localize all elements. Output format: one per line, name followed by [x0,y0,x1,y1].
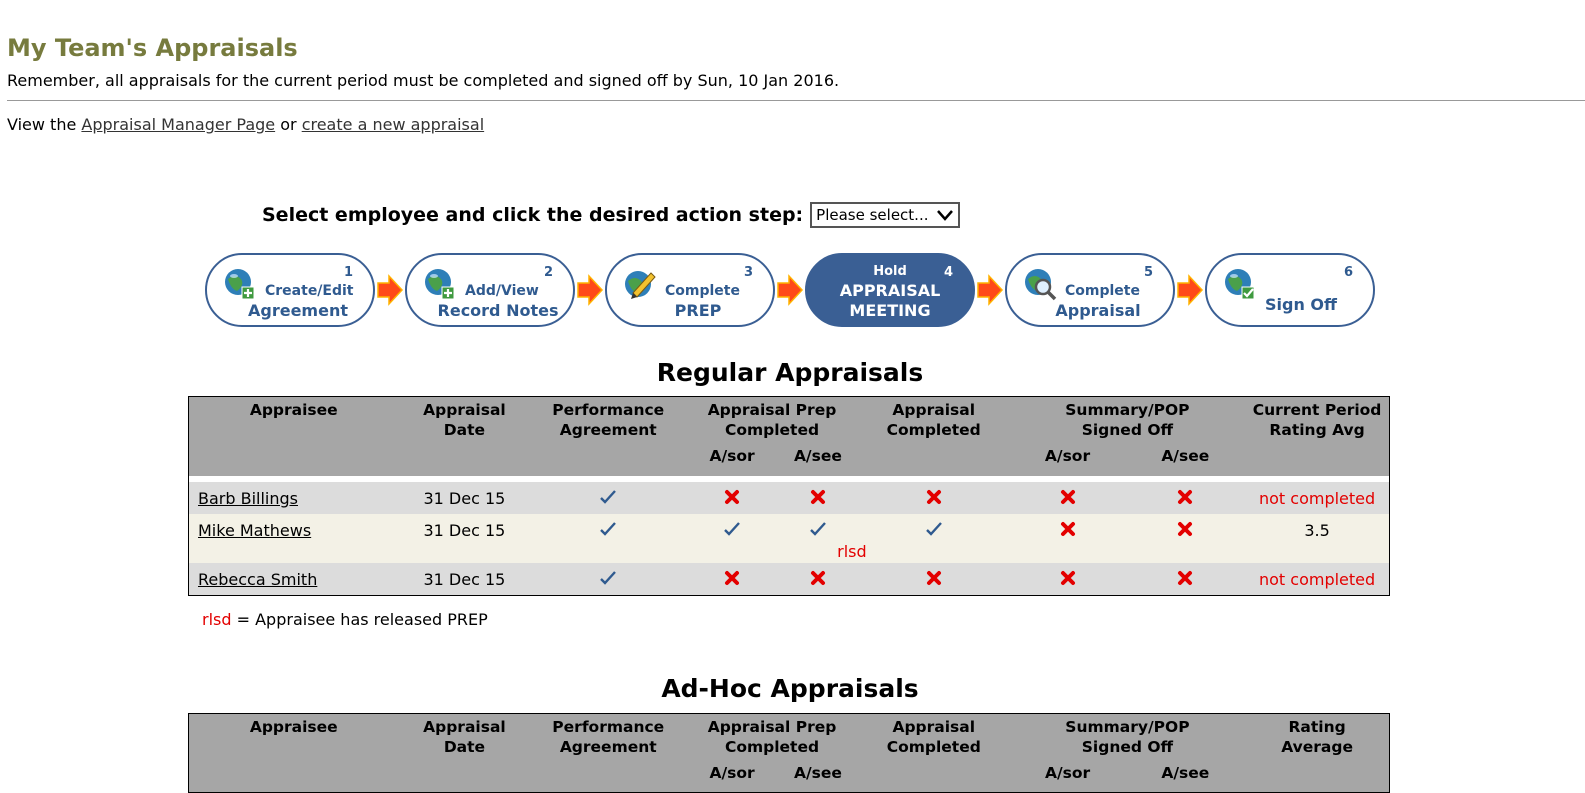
step-number: 3 [743,265,753,280]
appraisee-link[interactable]: Barb Billings [198,489,298,508]
arrow-right-icon [975,273,1005,307]
check-icon [809,521,827,537]
cross-icon [1060,570,1076,586]
appraisal-date-cell: 31 Dec 15 [399,482,531,514]
performance-agreement-cell [530,563,686,595]
check-icon [925,521,943,537]
col-appraisee: Appraisee [189,714,399,759]
links-prefix: View the [7,115,77,134]
cross-icon [1177,521,1193,537]
globe-magnifier-icon [1023,267,1057,301]
step-label-line2: APPRAISAL [839,281,941,300]
sub-col-asor: A/sor [686,759,778,793]
step-label-line2: Record Notes [437,301,559,320]
step-label-line2: PREP [674,301,722,320]
employee-select-row [262,202,960,228]
view-links [7,115,484,134]
appraisee-link[interactable]: Mike Mathews [198,521,312,540]
prep-asor-cell [686,482,778,514]
col-rating-average: Rating Average [1245,714,1389,759]
summary-asor-cell [1010,514,1126,563]
page-title: My Team's Appraisals [7,34,298,62]
col-appraisee: Appraisee [189,397,399,442]
employee-select[interactable] [810,202,960,228]
col-appraisal-date: Appraisal Date [399,397,531,442]
prep-asor-cell [686,563,778,595]
rating-cell: not completed [1245,482,1389,514]
step-label-line1: Sign Off [1265,295,1337,314]
sub-col-asor: A/sor [1010,442,1126,476]
step-add-view-record-notes[interactable] [405,253,575,327]
action-steps [205,253,1375,327]
table-row [189,482,1389,514]
appraisee-link[interactable]: Rebecca Smith [198,570,318,589]
col-performance-agreement: Performance Agreement [530,397,686,442]
col-appraisal-date: Appraisal Date [399,714,531,759]
summary-asor-cell [1010,482,1126,514]
appraisee-cell [189,563,399,595]
prep-asee-cell [778,482,858,514]
step-label-line1: Hold [873,264,907,279]
summary-asee-cell [1125,514,1245,563]
step-number: 5 [1143,265,1153,280]
step-label-line2: Agreement [248,301,348,320]
table-row [189,563,1389,595]
check-icon [599,570,617,586]
step-hold-appraisal-meeting[interactable] [805,253,975,327]
step-label-line1: Add/View [465,283,539,299]
appraisee-cell [189,514,399,563]
create-appraisal-link[interactable]: create a new appraisal [301,115,485,134]
cross-icon [724,489,740,505]
prep-asee-cell [778,514,867,563]
legend [202,610,488,629]
cross-icon [926,570,942,586]
globe-plus-icon [223,267,257,301]
adhoc-appraisals-title: Ad-Hoc Appraisals [661,674,919,703]
cross-icon [1060,489,1076,505]
appraisal-date-cell: 31 Dec 15 [399,514,531,563]
globe-plus-icon [423,267,457,301]
step-complete-prep[interactable] [605,253,775,327]
col-appraisal-prep: Appraisal Prep Completed [686,714,858,759]
col-appraisal-prep: Appraisal Prep Completed [686,397,858,442]
sub-col-asee: A/see [1125,442,1245,476]
appraisal-completed-cell [858,563,1010,595]
table-row [189,514,1389,563]
col-appraisal-completed: Appraisal Completed [858,714,1010,759]
step-number: 2 [543,265,553,280]
arrow-right-icon [1175,273,1205,307]
step-complete-appraisal[interactable] [1005,253,1175,327]
rating-cell: not completed [1245,563,1389,595]
appraisal-manager-link[interactable]: Appraisal Manager Page [81,115,276,134]
col-summary-signed-off: Summary/POP Signed Off [1010,714,1246,759]
globe-check-icon [1223,267,1257,301]
released-note: rlsd [837,542,867,561]
cross-icon [810,489,826,505]
arrow-right-icon [575,273,605,307]
sub-col-asor: A/sor [1010,759,1126,793]
step-number: 4 [943,265,953,280]
step-label-line3: MEETING [849,301,931,320]
sub-col-asee: A/see [778,759,858,793]
check-icon [599,521,617,537]
divider [7,100,1585,101]
adhoc-appraisals-table [188,713,1390,793]
step-number: 1 [343,265,353,280]
regular-appraisals-title: Regular Appraisals [656,358,924,387]
prep-asor-cell [686,514,778,563]
cross-icon [724,570,740,586]
sub-col-asor: A/sor [686,442,778,476]
legend-key: rlsd [202,610,232,629]
employee-select-label: Select employee and click the desired action step: [262,204,804,226]
col-performance-agreement: Performance Agreement [530,714,686,759]
step-label-line2: Appraisal [1055,301,1141,320]
step-label-line1: Create/Edit [265,283,354,299]
step-label-line1: Complete [665,283,740,299]
deadline-reminder: Remember, all appraisals for the current period must be completed and signed off by Sun, 10 Jan 2016. [7,71,840,90]
globe-pencil-icon [623,267,657,301]
rating-cell: 3.5 [1245,514,1389,563]
summary-asee-cell [1125,563,1245,595]
sub-col-asee: A/see [1125,759,1245,793]
cross-icon [810,570,826,586]
step-create-edit-agreement[interactable] [205,253,375,327]
cross-icon [926,489,942,505]
step-sign-off[interactable] [1205,253,1375,327]
summary-asee-cell [1125,482,1245,514]
cross-icon [1060,521,1076,537]
arrow-right-icon [375,273,405,307]
performance-agreement-cell [530,514,686,563]
performance-agreement-cell [530,482,686,514]
links-or: or [280,115,297,134]
employee-select-value: Please select... [816,206,929,224]
regular-appraisals-table [188,396,1390,596]
col-summary-signed-off: Summary/POP Signed Off [1010,397,1246,442]
sub-col-asee: A/see [778,442,858,476]
check-icon [723,521,741,537]
cross-icon [1177,570,1193,586]
summary-asor-cell [1010,563,1126,595]
prep-asee-cell [778,563,858,595]
appraisal-date-cell: 31 Dec 15 [399,563,531,595]
legend-text: = Appraisee has released PREP [236,610,488,629]
arrow-right-icon [775,273,805,307]
cross-icon [1177,489,1193,505]
check-icon [599,489,617,505]
chevron-down-icon [936,208,954,222]
step-label-line1: Complete [1065,283,1140,299]
col-rating-avg: Current Period Rating Avg [1245,397,1389,442]
step-number: 6 [1343,265,1353,280]
appraisee-cell [189,482,399,514]
appraisal-completed-cell [858,482,1010,514]
col-appraisal-completed: Appraisal Completed [858,397,1010,442]
